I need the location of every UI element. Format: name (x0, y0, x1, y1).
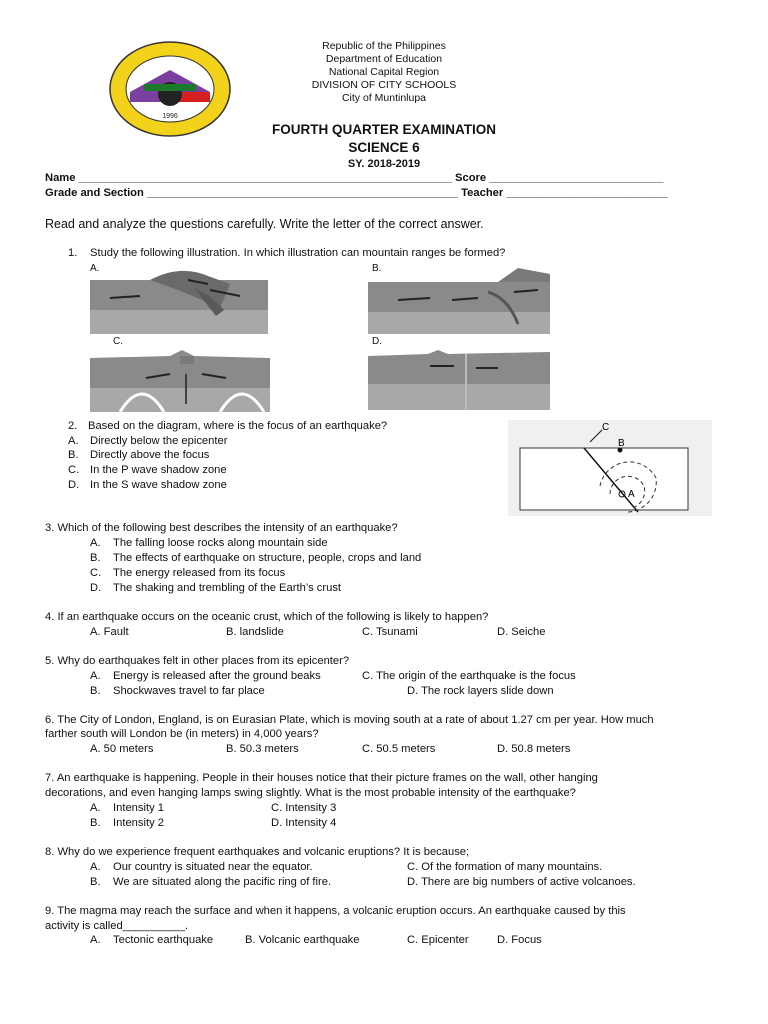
header-line-1: Republic of the Philippines (322, 40, 446, 52)
q7-choice-a: Intensity 1 (113, 802, 164, 814)
q9-choice-b: B. Volcanic earthquake (245, 934, 360, 946)
q9-line-2: activity is called__________. (45, 920, 189, 932)
q6-choice-a: A. 50 meters (90, 743, 154, 755)
q6-choice-c: C. 50.5 meters (362, 743, 436, 755)
q1-label-b: B. (372, 263, 382, 274)
diagram-label-c: C (602, 422, 610, 433)
q4-choice-b: B. landslide (226, 626, 284, 638)
q9-letter-a: A. (90, 934, 101, 946)
q2-letter-d: D. (68, 479, 80, 491)
q2-number: 2. (68, 420, 78, 432)
q8-letter-b: B. (90, 876, 101, 888)
header-line-4: DIVISION OF CITY SCHOOLS (311, 79, 457, 91)
q2-letter-a: A. (68, 435, 79, 447)
q6-line-2: farther south will London be (in meters) in 4,000 years? (45, 728, 319, 740)
q3-choice-c: The energy released from its focus (113, 567, 286, 579)
q8-choice-d: D. There are big numbers of active volcanoes. (407, 876, 636, 888)
q1-text: Study the following illustration. In which illustration can mountain ranges be formed? (90, 247, 506, 259)
q1-label-d: D. (372, 336, 382, 347)
header-block (0, 40, 768, 105)
q4-choice-c: C. Tsunami (362, 626, 418, 638)
q3-letter-d: D. (90, 582, 102, 594)
q7-choice-b: Intensity 2 (113, 817, 164, 829)
q3-text: 3. Which of the following best describes the intensity of an earthquake? (45, 522, 398, 534)
diagram-label-b: B (618, 438, 625, 449)
q7-line-2: decorations, and even hanging lamps swing slightly. What is the most probable intensity of the earthquake? (45, 787, 576, 799)
q3-letter-c: C. (90, 567, 102, 579)
name-score-line: Name ____________________________________________________________ Score ____________________________ (45, 172, 664, 184)
q7-letter-a: A. (90, 802, 101, 814)
q4-choice-a: A. Fault (90, 626, 129, 638)
q8-choice-c: C. Of the formation of many mountains. (407, 861, 603, 873)
q2-letter-b: B. (68, 449, 79, 461)
grade-teacher-line: Grade and Section __________________________________________________ Teacher __________________________ (45, 187, 669, 199)
q6-choice-d: D. 50.8 meters (497, 743, 571, 755)
q2-choice-a: Directly below the epicenter (90, 435, 228, 447)
q5-choice-a: Energy is released after the ground beaks (113, 670, 321, 682)
q4-choice-d: D. Seiche (497, 626, 546, 638)
plate-illustration-a (90, 270, 272, 338)
q1-label-c: C. (113, 336, 123, 347)
header-line-3: National Capital Region (328, 66, 440, 78)
plate-illustration-c (90, 344, 272, 414)
header-line-5: City of Muntinlupa (341, 92, 427, 104)
q2-choice-d: In the S wave shadow zone (90, 479, 227, 491)
q5-choice-c: C. The origin of the earthquake is the focus (362, 670, 576, 682)
q5-choice-b: Shockwaves travel to far place (113, 685, 265, 697)
q3-letter-a: A. (90, 537, 101, 549)
q2-text: Based on the diagram, where is the focus of an earthquake? (88, 420, 388, 432)
diagram-label-a: A (628, 489, 635, 500)
q2-choice-b: Directly above the focus (90, 449, 210, 461)
q6-line-1: 6. The City of London, England, is on Eurasian Plate, which is moving south at a rate of about 1.27 cm per year. How much (45, 714, 654, 726)
q3-choice-b: The effects of earthquake on structure, people, crops and land (113, 552, 422, 564)
q9-choice-a: Tectonic earthquake (113, 934, 214, 946)
q8-letter-a: A. (90, 861, 101, 873)
exam-title: FOURTH QUARTER EXAMINATION (272, 122, 496, 137)
q4-text: 4. If an earthquake occurs on the oceanic crust, which of the following is likely to happen? (45, 611, 489, 623)
q9-choice-c: C. Epicenter (407, 934, 469, 946)
q3-choice-d: The shaking and trembling of the Earth’s crust (113, 582, 342, 594)
q1-label-a: A. (90, 263, 100, 274)
q7-letter-b: B. (90, 817, 101, 829)
q3-letter-b: B. (90, 552, 101, 564)
q9-line-1: 9. The magma may reach the surface and when it happens, a volcanic eruption occurs. An earthquake caused by this (45, 905, 626, 917)
q5-letter-a: A. (90, 670, 101, 682)
q7-line-1: 7. An earthquake is happening. People in their houses notice that their picture frames on the wall, other hanging (45, 772, 598, 784)
plate-illustration-b (368, 268, 552, 338)
q9-choice-d: D. Focus (497, 934, 542, 946)
instructions: Read and analyze the questions carefully. Write the letter of the correct answer. (45, 217, 484, 231)
q1-number: 1. (68, 247, 78, 259)
q2-letter-c: C. (68, 464, 80, 476)
q8-choice-b: We are situated along the pacific ring of fire. (113, 876, 332, 888)
earthquake-focus-diagram (508, 420, 712, 516)
q7-choice-d: D. Intensity 4 (271, 817, 337, 829)
q5-text: 5. Why do earthquakes felt in other places from its epicenter? (45, 655, 350, 667)
plate-illustration-d (368, 344, 552, 414)
seal-year: 1996 (162, 113, 178, 120)
q5-letter-b: B. (90, 685, 101, 697)
q3-choice-a: The falling loose rocks along mountain side (113, 537, 328, 549)
header-line-2: Department of Education (325, 53, 443, 65)
q8-choice-a: Our country is situated near the equator. (113, 861, 313, 873)
q6-choice-b: B. 50.3 meters (226, 743, 299, 755)
q2-choice-c: In the P wave shadow zone (90, 464, 227, 476)
q7-choice-c: C. Intensity 3 (271, 802, 337, 814)
school-year: SY. 2018-2019 (347, 158, 421, 170)
q5-choice-d: D. The rock layers slide down (407, 685, 554, 697)
q8-text: 8. Why do we experience frequent earthquakes and volcanic eruptions? It is because; (45, 846, 470, 858)
exam-subject: SCIENCE 6 (348, 140, 420, 155)
